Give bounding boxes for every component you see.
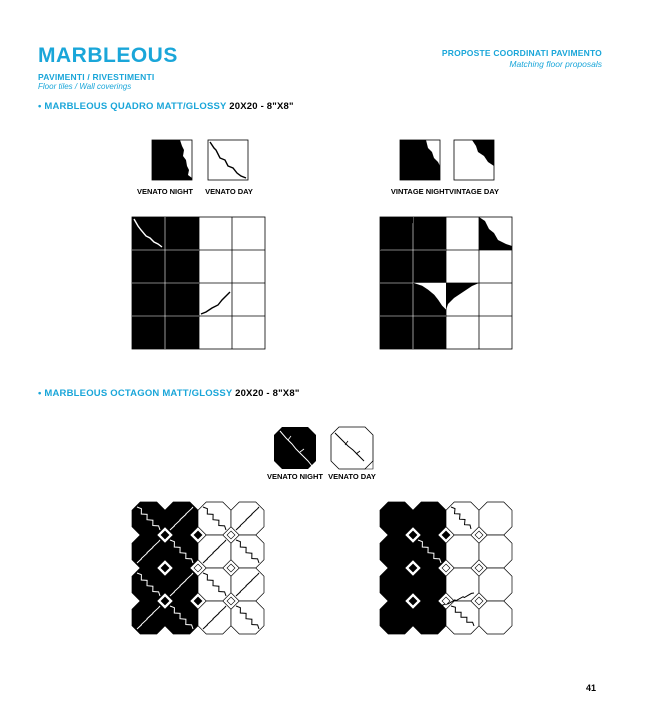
matching-subtitle: Matching floor proposals xyxy=(509,59,602,69)
octagon-tile xyxy=(479,502,512,535)
octagon-tile xyxy=(165,601,198,634)
section-octagon-title: • MARBLEOUS OCTAGON MATT/GLOSSY xyxy=(38,388,233,399)
octagon-venato-layout xyxy=(132,502,264,634)
caption-venato-night: VENATO NIGHT xyxy=(137,187,193,196)
octagon-tile xyxy=(446,502,479,535)
swatch-vintage-night xyxy=(400,140,440,180)
swatch-venato-night xyxy=(152,140,192,180)
caption-venato-day: VENATO DAY xyxy=(205,187,253,196)
octagon-dot xyxy=(475,531,483,539)
octagon-dot xyxy=(409,597,417,605)
caption-octagon-venato-night: VENATO NIGHT xyxy=(267,472,323,481)
caption-vintage-day: VINTAGE DAY xyxy=(448,187,499,196)
caption-vintage-night: VINTAGE NIGHT xyxy=(390,187,450,196)
section-quadro-size: 20X20 - 8"X8" xyxy=(229,101,294,112)
octagon-tile xyxy=(380,568,413,601)
octagon-dot xyxy=(475,564,483,572)
octagon-tile xyxy=(198,502,231,535)
octagon-tile xyxy=(413,568,446,601)
octagon-tile xyxy=(165,535,198,568)
swatch-venato-day xyxy=(208,140,248,180)
octagon-dot xyxy=(442,564,450,572)
swatch-octagon-venato-night xyxy=(274,427,316,469)
section-octagon-size: 20X20 - 8"X8" xyxy=(235,388,300,399)
octagon-tile xyxy=(413,535,446,568)
swatch-vintage-day xyxy=(454,140,494,180)
caption-octagon-venato-day: VENATO DAY xyxy=(328,472,376,481)
octagon-dot xyxy=(409,564,417,572)
octagon-vintage-layout xyxy=(380,502,512,634)
octagon-tile xyxy=(132,568,165,601)
octagon-tile xyxy=(479,601,512,634)
octagon-tile xyxy=(413,502,446,535)
octagon-tile xyxy=(132,502,165,535)
octagon-tile xyxy=(231,601,264,634)
octagon-dot xyxy=(161,531,169,539)
octagon-tile xyxy=(446,535,479,568)
octagon-tile xyxy=(479,568,512,601)
octagon-dot xyxy=(194,564,202,572)
octagon-dot xyxy=(475,597,483,605)
octagon-dot xyxy=(227,531,235,539)
section-quadro-title: • MARBLEOUS QUADRO MATT/GLOSSY xyxy=(38,101,227,112)
octagon-dot xyxy=(194,597,202,605)
matching-title: PROPOSTE COORDINATI PAVIMENTO xyxy=(441,48,602,58)
octagon-tile xyxy=(198,568,231,601)
swatch-octagon-venato-day xyxy=(331,427,373,469)
octagon-tile xyxy=(380,502,413,535)
octagon-tile xyxy=(380,601,413,634)
category-english: Floor tiles / Wall coverings xyxy=(38,82,132,91)
octagon-tile xyxy=(380,535,413,568)
octagon-dot xyxy=(194,531,202,539)
category-italian: PAVIMENTI / RIVESTIMENTI xyxy=(38,72,155,82)
octagon-dot xyxy=(161,597,169,605)
page-number: 41 xyxy=(585,683,596,693)
octagon-tile xyxy=(446,568,479,601)
octagon-dot xyxy=(227,564,235,572)
octagon-dot xyxy=(442,531,450,539)
octagon-tile xyxy=(231,535,264,568)
quadro-vintage-layout xyxy=(380,217,512,349)
octagon-dot xyxy=(409,531,417,539)
quadro-venato-layout xyxy=(132,217,265,349)
octagon-dot xyxy=(227,597,235,605)
octagon-dot xyxy=(161,564,169,572)
octagon-tile xyxy=(479,535,512,568)
brand-title: MARBLEOUS xyxy=(38,44,178,67)
